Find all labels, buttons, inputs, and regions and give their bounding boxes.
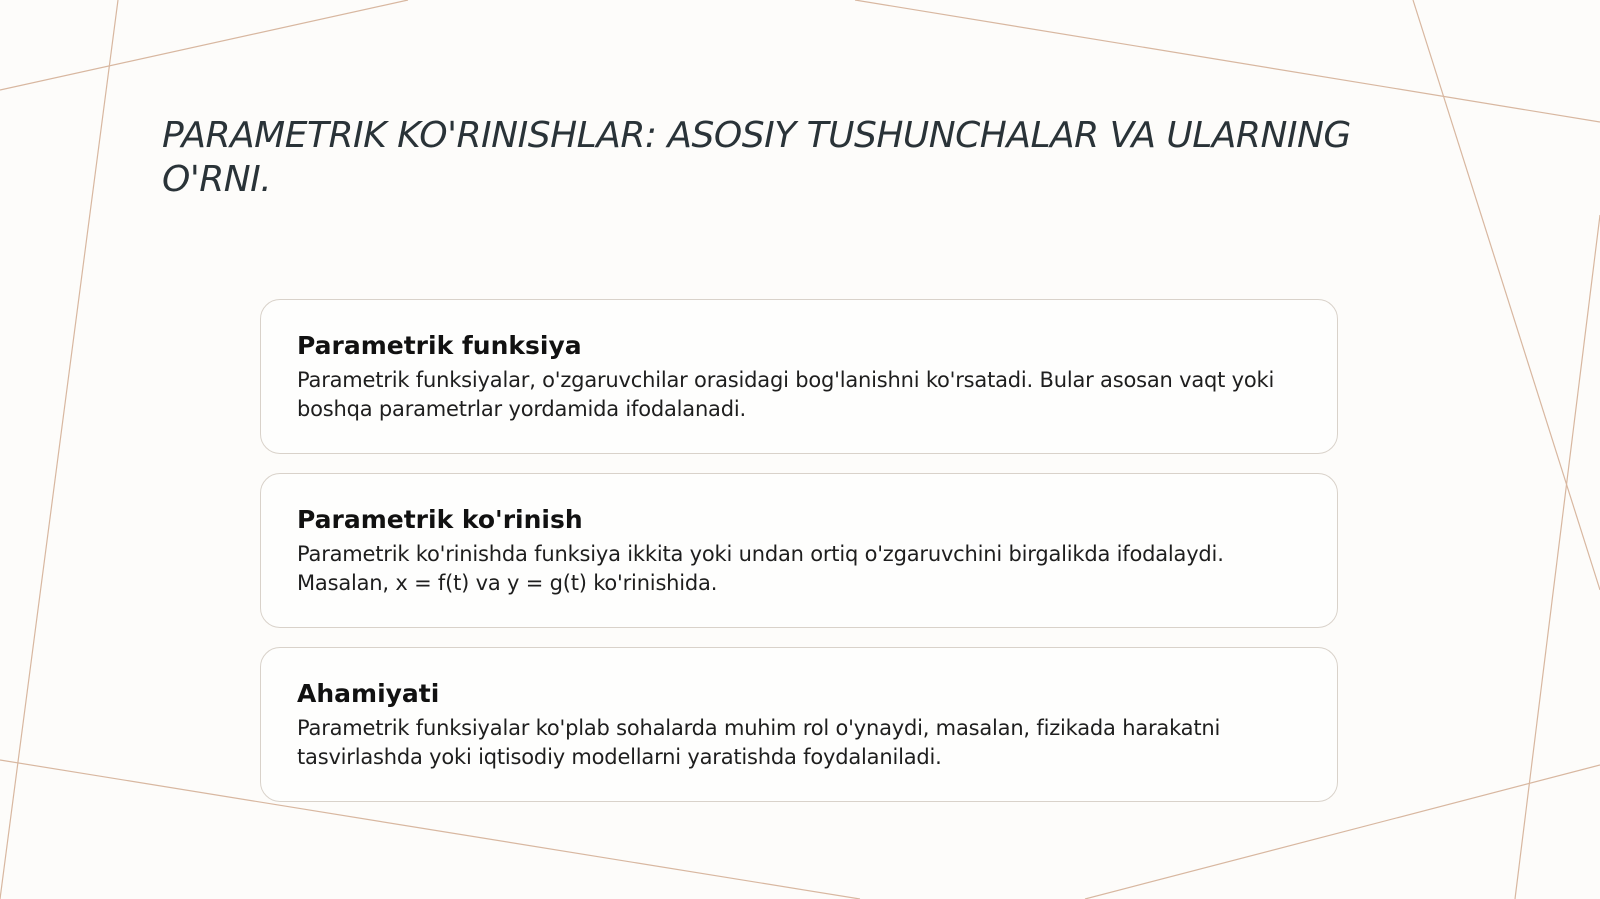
card-title: Ahamiyati <box>297 679 440 708</box>
bg-line <box>0 0 118 899</box>
card-title: Parametrik funksiya <box>297 331 582 360</box>
slide-title: PARAMETRIK KO'RINISHLAR: ASOSIY TUSHUNCHALAR VA ULARNING O'RNI. <box>162 115 1351 200</box>
card-ahamiyati <box>260 647 1338 802</box>
card-text: Parametrik ko'rinishda funksiya ikkita yoki undan ortiq o'zgaruvchini birgalikda ifodalaydi. Masalan, x = f(t) va y = g(t) ko'rinishida. <box>297 542 1224 595</box>
card-parametrik-funksiya <box>260 299 1338 454</box>
bg-line <box>0 0 408 90</box>
card-text: Parametrik funksiyalar, o'zgaruvchilar orasidagi bog'lanishni ko'rsatadi. Bular asosan vaqt yoki boshqa parametrlar yordamida ifodalanadi. <box>297 368 1275 421</box>
card-text: Parametrik funksiyalar ko'plab sohalarda muhim rol o'ynaydi, masalan, fizikada harakatni tasvirlashda yoki iqtisodiy modellarni yaratishda foydalaniladi. <box>297 716 1221 769</box>
bg-line <box>1515 215 1600 899</box>
bg-line <box>1413 0 1600 590</box>
card-parametrik-korinish <box>260 473 1338 628</box>
bg-line <box>855 0 1600 122</box>
card-title: Parametrik ko'rinish <box>297 505 583 534</box>
